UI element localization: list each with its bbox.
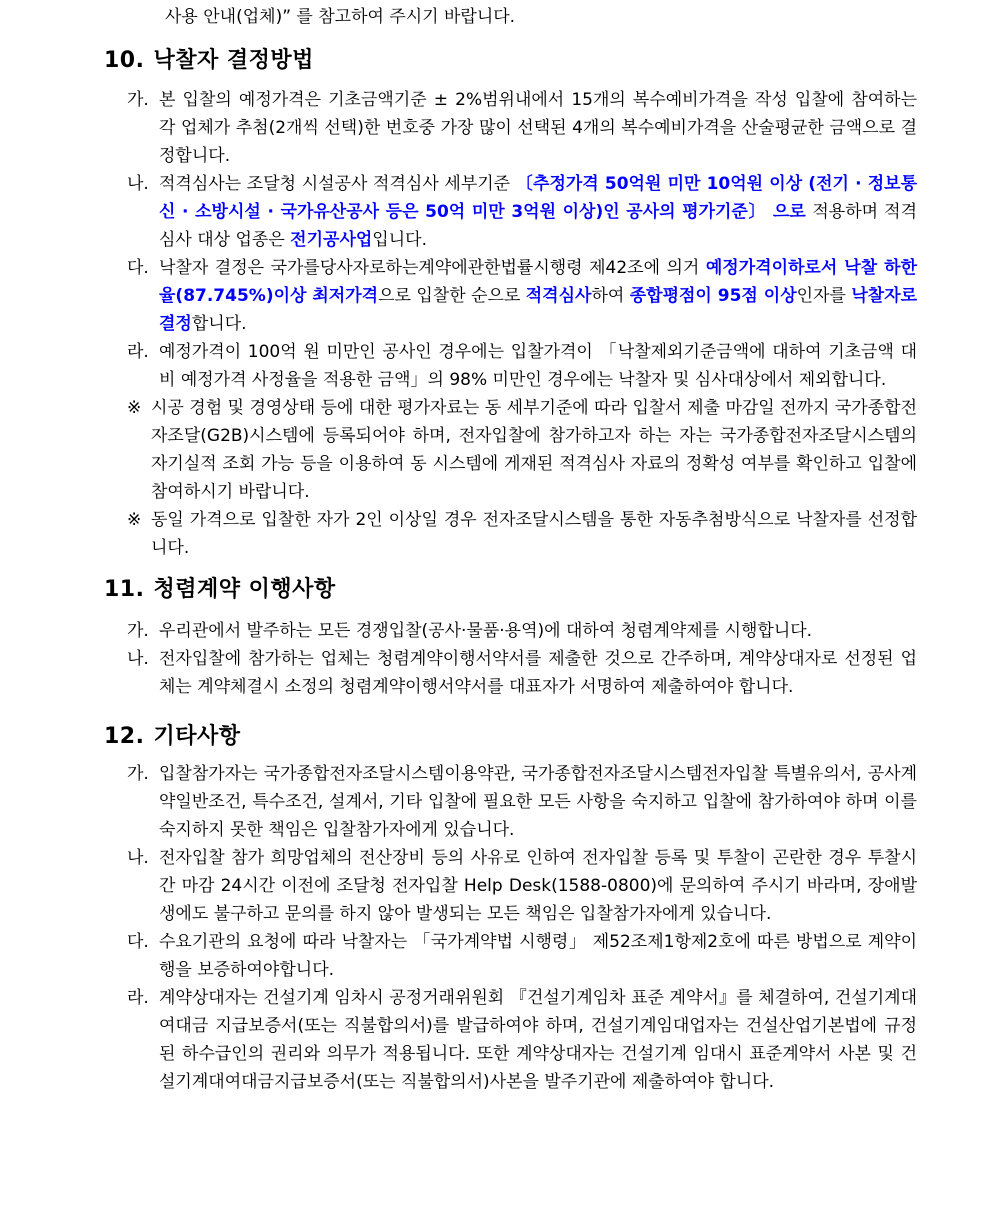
list-item (127, 844, 917, 928)
item-text (159, 254, 917, 338)
section-number: 11. (104, 577, 145, 602)
item-text (159, 928, 917, 984)
text-run: 입니다. (372, 230, 427, 250)
text-run: 수요기관의 요청에 따라 낙찰자는 「국가계약법 시행령」 제52조제1항제2호에 따른 방법으로 계약이행을 보증하여야합니다. (159, 932, 917, 980)
item-text (159, 645, 917, 701)
item-text (151, 394, 917, 506)
item-text (159, 984, 917, 1096)
section-10 (0, 46, 992, 562)
item-marker: 가. (127, 764, 149, 784)
section-number: 10. (104, 48, 145, 73)
text-run: 동일 가격으로 입찰한 자가 2인 이상일 경우 전자조달시스템을 통한 자동추첨방식으로 낙찰자를 선정합니다. (151, 510, 917, 558)
list-item (127, 394, 917, 506)
text-run: 예정가격이 100억 원 미만인 공사인 경우에는 입찰가격이 「낙찰제외기준금액에 대하여 기초금액 대비 예정가격 사정율을 적용한 금액」의 98% 미만인 경우에는 낙찰자 및 심사대상에서 제외합니다. (159, 342, 917, 390)
text-run: 본 입찰의 예정가격은 기초금액기준 ± 2%범위내에서 15개의 복수예비가격을 작성 입찰에 참여하는 각 업체가 추첨(2개씩 선택)한 번호중 가장 많이 선택된 4개의 복수예비가격을 산술평균한 금액으로 결정합니다. (159, 90, 917, 166)
item-text (159, 170, 917, 254)
item-marker: 라. (127, 988, 149, 1008)
item-text (159, 844, 917, 928)
item-marker: ※ (127, 510, 142, 530)
text-run: 낙찰자 결정은 국가를당사자로하는계약에관한법률시행령 제42조에 의거 (159, 258, 706, 278)
item-list (127, 86, 917, 562)
list-item (127, 170, 917, 254)
section-11 (0, 575, 992, 701)
list-item (127, 338, 917, 394)
text-run: 우리관에서 발주하는 모든 경쟁입찰(공사·물품·용역)에 대하여 청렴계약제를 시행합니다. (159, 621, 813, 641)
item-text (151, 506, 917, 562)
text-run: 적격심사는 조달청 시설공사 적격심사 세부기준 (159, 174, 516, 194)
list-item (127, 617, 917, 645)
item-list (127, 760, 917, 1096)
highlighted-text: 전기공사업 (290, 230, 373, 250)
item-marker: 다. (127, 258, 149, 278)
text-run: 전자입찰 참가 희망업체의 전산장비 등의 사유로 인하여 전자입찰 등록 및 투찰이 곤란한 경우 투찰시간 마감 24시간 이전에 조달청 전자입찰 Help Desk(1588-0800)에 문의하여 주시기 바라며, 장애발생에도 불구하고 문의를 하지 않아 발생되는 모든 책임은 입찰참가자에게 있습니다. (159, 848, 917, 924)
item-marker: 가. (127, 90, 149, 110)
item-marker: 가. (127, 621, 149, 641)
item-marker: 나. (127, 174, 149, 194)
list-item (127, 86, 917, 170)
section-number: 12. (104, 724, 145, 749)
item-marker: 다. (127, 932, 149, 952)
item-list (127, 617, 917, 701)
text-run: 적용하며 적격심사 대상 업종은 (159, 202, 918, 250)
list-item (127, 984, 917, 1096)
text-run: 으로 입찰한 순으로 (378, 286, 526, 306)
section-heading (104, 722, 917, 752)
text-run: 인자를 (796, 286, 852, 306)
section-title: 기타사항 (153, 724, 241, 749)
list-item (127, 645, 917, 701)
document-body (0, 46, 992, 1096)
list-item (127, 254, 917, 338)
section-title: 청렴계약 이행사항 (153, 577, 336, 602)
section-12 (0, 722, 992, 1096)
highlighted-text: 종합평점이 95점 이상 (629, 286, 797, 306)
highlighted-text: 예정가격이하로서 낙찰 하한율(87.745%)이상 최저가격 (159, 258, 917, 306)
item-marker: 나. (127, 848, 149, 868)
item-text (159, 86, 917, 170)
highlighted-text: 적격심사 (525, 286, 592, 306)
text-run: 입찰참가자는 국가종합전자조달시스템이용약관, 국가종합전자조달시스템전자입찰 특별유의서, 공사계약일반조건, 특수조건, 설계서, 기타 입찰에 필요한 모든 사항을 숙지하고 입찰에 참가하여야 하며 이를 숙지하지 못한 책임은 입찰참가자에게 있습니다. (159, 764, 917, 840)
list-item (127, 760, 917, 844)
highlighted-text: 〔추정가격 50억원 미만 10억원 이상 (전기 · 정보통신 · 소방시설 · 국가유산공사 등은 50억 미만 3억원 이상)인 공사의 평가기준〕 으로 (159, 174, 917, 222)
text-run: 합니다. (191, 314, 247, 334)
text-run: 하여 (591, 286, 630, 306)
text-run: 시공 경험 및 경영상태 등에 대한 평가자료는 동 세부기준에 따라 입찰서 제출 마감일 전까지 국가종합전자조달(G2B)시스템에 등록되어야 하며, 전자입찰에 참가하고자 하는 자는 국가종합전자조달시스템의 자기실적 조회 가능 등을 이용하여 동 시스템에 게재된 적격심사 자료의 정확성 여부를 확인하고 입찰에 참여하시기 바랍니다. (151, 398, 917, 502)
list-item (127, 928, 917, 984)
item-text (159, 760, 917, 844)
section-heading (104, 46, 917, 76)
text-run: 전자입찰에 참가하는 업체는 청렴계약이행서약서를 제출한 것으로 간주하며, 계약상대자로 선정된 업체는 계약체결시 소정의 청렴계약이행서약서를 대표자가 서명하여 제출하여야 합니다. (159, 649, 917, 697)
item-marker: 나. (127, 649, 149, 669)
section-title: 낙찰자 결정방법 (153, 48, 314, 73)
highlighted-text: 낙찰자로 결정 (159, 286, 918, 334)
list-item (127, 506, 917, 562)
paragraph-continuation: 사용 안내(업체)” 를 참고하여 주시기 바랍니다. (165, 7, 516, 27)
section-heading (104, 575, 917, 605)
text-run: 계약상대자는 건설기계 임차시 공정거래위원회 『건설기계임차 표준 계약서』를 체결하여, 건설기계대여대금 지급보증서(또는 직불합의서)를 발급하여야 하며, 건설기계임대업자는 건설산업기본법에 규정된 하수급인의 권리와 의무가 적용됩니다. 또한 계약상대자는 건설기계 임대시 표준계약서 사본 및 건설기계대여대금지급보증서(또는 직불합의서)사본을 발주기관에 제출하여야 합니다. (159, 988, 917, 1092)
item-marker: 라. (127, 342, 149, 362)
item-marker: ※ (127, 398, 142, 418)
item-text (159, 338, 917, 394)
item-text (159, 617, 917, 645)
